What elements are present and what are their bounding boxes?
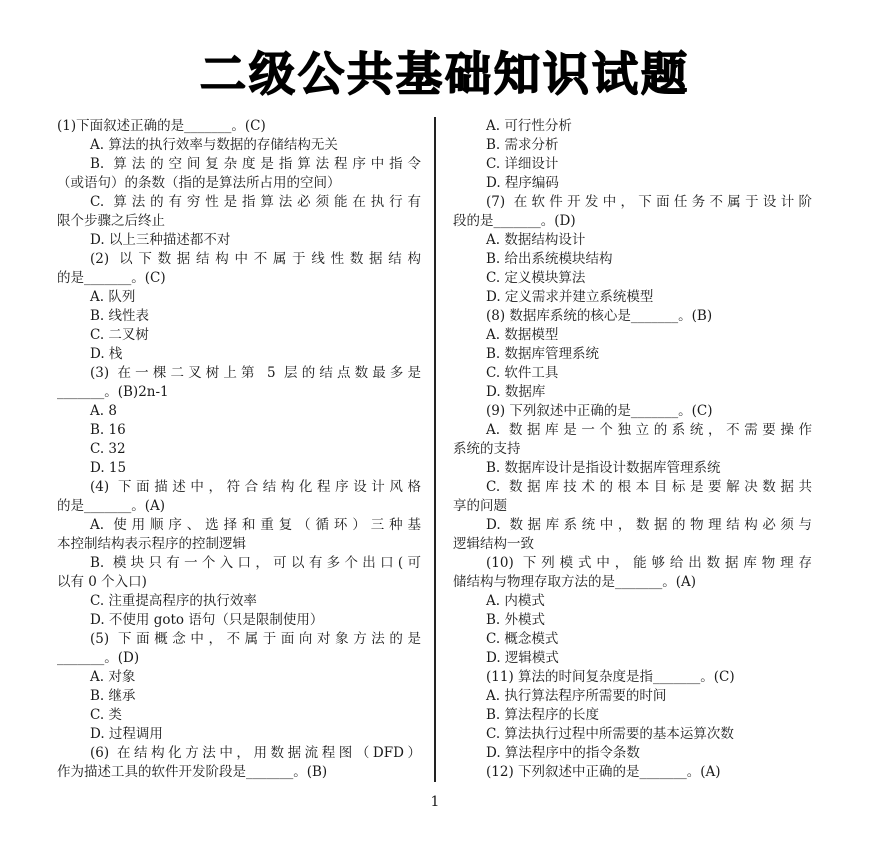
text-line: B. 数据库管理系统 xyxy=(486,346,600,362)
text-line: (6) 在结构化方法中，用数据流程图（DFD） xyxy=(90,745,421,761)
text-line: C. 算法的有穷性是指算法必须能在执行有 xyxy=(90,194,421,210)
text-line: A. 可行性分析 xyxy=(486,118,572,134)
text-line: A. 数据结构设计 xyxy=(486,232,586,248)
text-line: B. 需求分析 xyxy=(486,137,559,153)
text-line: C. 32 xyxy=(90,441,126,457)
text-line: 逻辑结构一致 xyxy=(453,536,534,552)
text-line: _______。(D) xyxy=(57,650,140,666)
text-line: A. 8 xyxy=(90,403,117,419)
text-line: 的是_______。(A) xyxy=(57,498,166,514)
text-line: (7) 在软件开发中，下面任务不属于设计阶 xyxy=(486,194,812,210)
text-line: D. 定义需求并建立系统模型 xyxy=(486,289,654,305)
text-line: D. 数据库 xyxy=(486,384,546,400)
text-line: B. 线性表 xyxy=(90,308,150,324)
text-line: C. 二叉树 xyxy=(90,327,149,343)
text-line: A. 对象 xyxy=(90,669,136,685)
text-line: 本控制结构表示程序的控制逻辑 xyxy=(57,536,246,552)
text-line: D. 过程调用 xyxy=(90,726,163,742)
text-line: A. 执行算法程序所需要的时间 xyxy=(486,688,667,704)
text-line: _______。(B)2n-1 xyxy=(57,384,169,400)
text-line: D. 逻辑模式 xyxy=(486,650,559,666)
column-divider xyxy=(434,117,436,782)
text-line: 享的问题 xyxy=(453,498,507,514)
text-line: C. 详细设计 xyxy=(486,156,559,172)
text-line: B. 算法的空间复杂度是指算法程序中指令 xyxy=(90,156,421,172)
text-line: (8) 数据库系统的核心是_______。(B) xyxy=(486,308,713,324)
right-column xyxy=(453,117,812,782)
text-line: A. 队列 xyxy=(90,289,136,305)
text-line: D. 数据库系统中，数据的物理结构必须与 xyxy=(486,517,812,533)
text-line: (2) 以下数据结构中不属于线性数据结构 xyxy=(90,251,421,267)
text-line: D. 不使用 goto 语句（只是限制使用） xyxy=(90,612,324,628)
text-line: C. 软件工具 xyxy=(486,365,559,381)
text-line: D. 以上三种描述都不对 xyxy=(90,232,231,248)
text-line: (10) 下列模式中，能够给出数据库物理存 xyxy=(486,555,812,571)
text-line: B. 继承 xyxy=(90,688,136,704)
text-line: B. 外模式 xyxy=(486,612,546,628)
text-line: D. 程序编码 xyxy=(486,175,559,191)
text-line: (9) 下列叙述中正确的是_______。(C) xyxy=(486,403,713,419)
page-number: 1 xyxy=(430,794,440,810)
text-line: (3) 在一棵二叉树上第 5 层的结点数最多是 xyxy=(90,365,421,381)
text-line: A. 使用顺序、选择和重复（循环）三种基 xyxy=(90,517,421,533)
text-line: (12) 下列叙述中正确的是_______。(A) xyxy=(486,764,721,780)
text-line: C. 概念模式 xyxy=(486,631,559,647)
text-line: 系统的支持 xyxy=(453,441,521,457)
text-line: C. 算法执行过程中所需要的基本运算次数 xyxy=(486,726,734,742)
text-line: B. 给出系统模块结构 xyxy=(486,251,613,267)
text-line: 储结构与物理存取方法的是_______。(A) xyxy=(453,574,697,590)
text-line: B. 算法程序的长度 xyxy=(486,707,600,723)
text-line: 作为描述工具的软件开发阶段是_______。(B) xyxy=(57,764,328,780)
text-line: D. 栈 xyxy=(90,346,123,362)
text-line: A. 算法的执行效率与数据的存储结构无关 xyxy=(90,137,338,153)
text-line: 限个步骤之后终止 xyxy=(57,213,165,229)
text-line: C. 定义模块算法 xyxy=(486,270,586,286)
text-line: D. 15 xyxy=(90,460,127,476)
text-line: A. 内模式 xyxy=(486,593,545,609)
text-line: 以有 0 个入口) xyxy=(57,574,147,590)
text-line: (4) 下面描述中，符合结构化程序设计风格 xyxy=(90,479,421,495)
text-line: 的是_______。(C) xyxy=(57,270,166,286)
text-line: B. 模块只有一个入口，可以有多个出口(可 xyxy=(90,555,421,571)
text-line: (1)下面叙述正确的是_______。(C) xyxy=(57,118,266,134)
text-line: 段的是_______。(D) xyxy=(453,213,576,229)
text-line: B. 数据库设计是指设计数据库管理系统 xyxy=(486,460,721,476)
text-line: C. 数据库技术的根本目标是要解决数据共 xyxy=(486,479,812,495)
text-line: B. 16 xyxy=(90,422,126,438)
text-line: (5) 下面概念中，不属于面向对象方法的是 xyxy=(90,631,421,647)
text-line: (11) 算法的时间复杂度是指_______。(C) xyxy=(486,669,735,685)
text-line: C. 注重提高程序的执行效率 xyxy=(90,593,257,609)
text-line: C. 类 xyxy=(90,707,122,723)
text-line: A. 数据库是一个独立的系统，不需要操作 xyxy=(486,422,812,438)
text-line: （或语句）的条数（指的是算法所占用的空间） xyxy=(57,175,341,191)
text-line: A. 数据模型 xyxy=(486,327,559,343)
document-title: 二级公共基础知识试题 xyxy=(200,47,690,101)
text-line: D. 算法程序中的指令条数 xyxy=(486,745,640,761)
left-column xyxy=(57,117,421,782)
